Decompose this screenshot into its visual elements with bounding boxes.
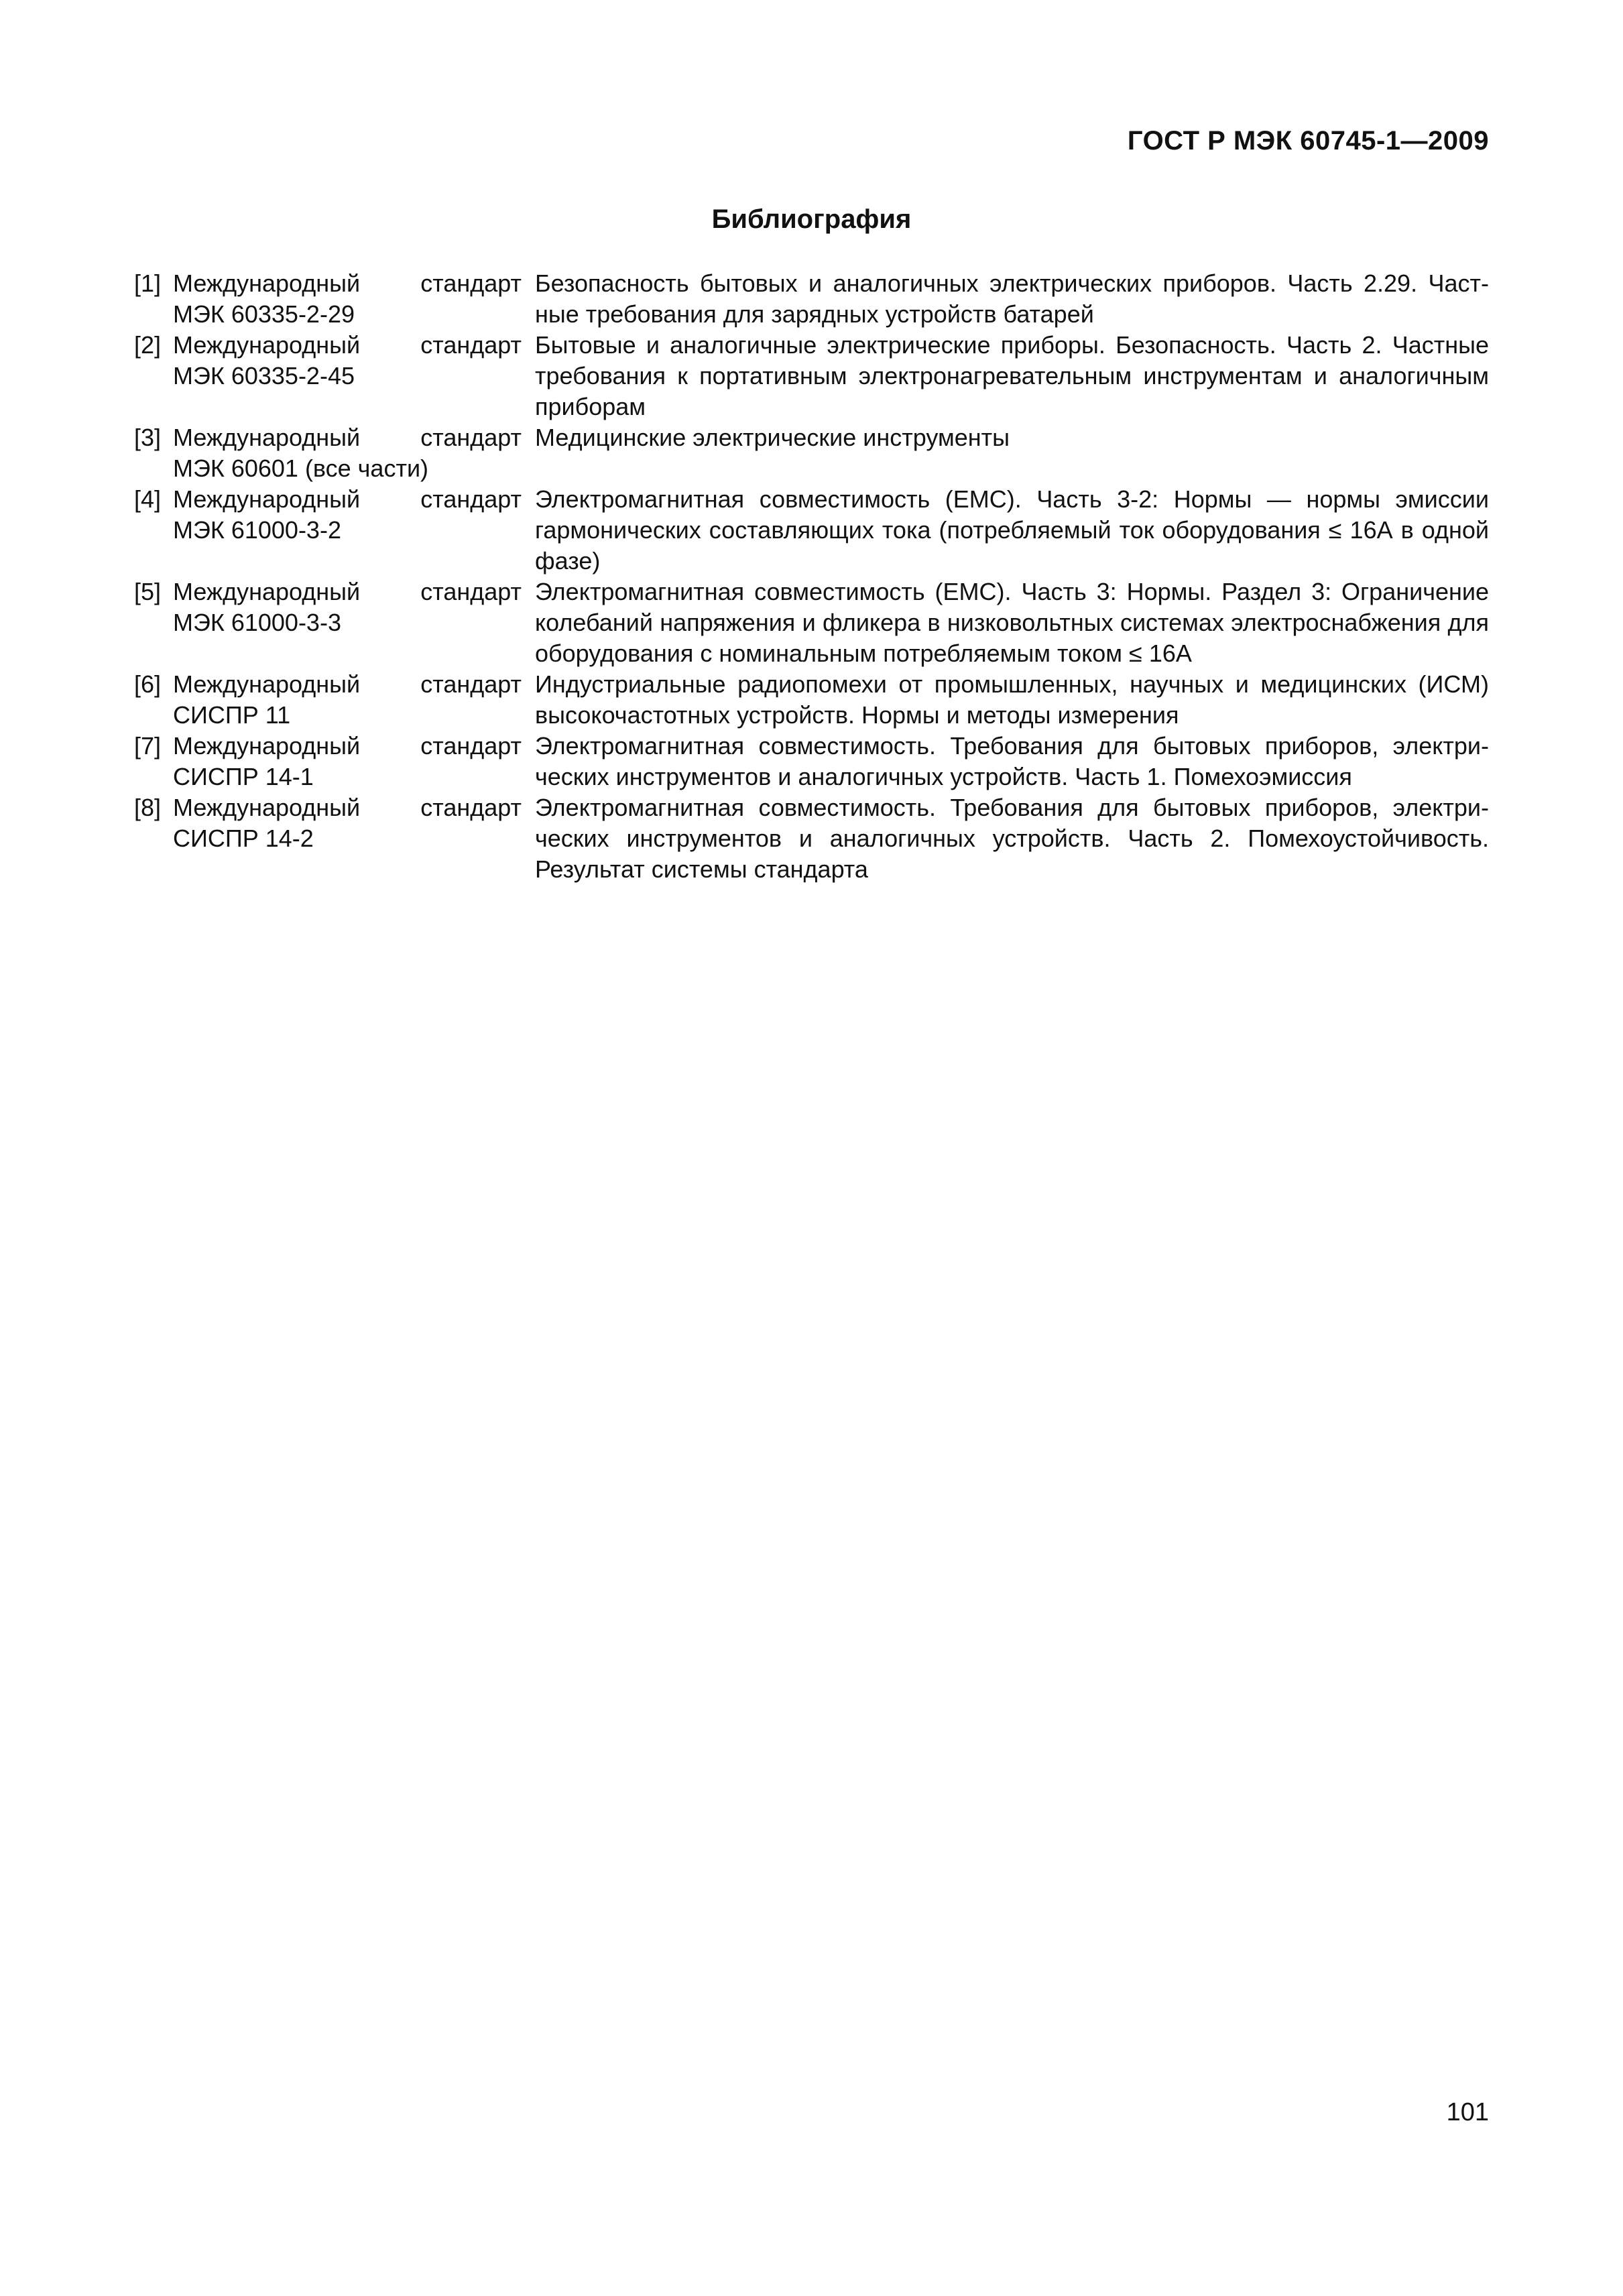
entry-number: [1] [134, 269, 162, 297]
entry-reference-code: СИСПР 14-1 [173, 763, 314, 790]
entry-reference-code: МЭК 60601 (все части) [173, 455, 429, 482]
entry-reference-code: СИСПР 14-2 [173, 825, 314, 852]
entry-reference-type: Международный стандарт [173, 794, 522, 821]
entry-title: Электромагнитная совместимость. Требования для бытовых приборов, электрических инструментов и аналогичных устройств. Часть 1. Помехоэмиссия [535, 732, 1489, 790]
entry-title: Индустриальные радиопомехи от промышленных, научных и медицинских (ИСМ) высокочастотных устройств. Нормы и методы измерения [535, 670, 1489, 729]
entry-title: Бытовые и аналогичные электрические приборы. Безопасность. Часть 2. Частные требования к портативным электронагревательным инструментам и аналогичным приборам [535, 331, 1489, 420]
bibliography-entry-8 [134, 792, 1489, 885]
entry-reference [173, 484, 522, 546]
entry-reference-type: Международный стандарт [173, 331, 522, 359]
entry-reference-type: Международный стандарт [173, 424, 522, 451]
bibliography-entry-6 [134, 669, 1489, 731]
entry-reference [173, 731, 522, 792]
entry-reference-type: Международный стандарт [173, 670, 522, 698]
entry-reference [173, 669, 522, 731]
entry-number: [7] [134, 732, 162, 760]
entry-reference-type: Международный стандарт [173, 732, 522, 760]
entry-title: Электромагнитная совместимость (ЕМС). Часть 3-2: Нормы — нормы эмиссии гармонических составляющих тока (потребляемый ток оборудования ≤ 16А в одной фазе) [535, 485, 1489, 575]
bibliography-entry-2 [134, 330, 1489, 422]
entry-reference [173, 330, 522, 391]
bibliography-list [134, 268, 1489, 885]
bibliography-entry-7 [134, 731, 1489, 792]
bibliography-heading: Библиография [711, 204, 912, 234]
page-number: 101 [1446, 2098, 1489, 2126]
bibliography-entry-3 [134, 422, 1489, 484]
entry-reference-code: МЭК 60335-2-45 [173, 362, 355, 389]
bibliography-entry-4 [134, 484, 1489, 577]
entry-reference-code: МЭК 61000-3-3 [173, 609, 341, 636]
entry-reference [173, 268, 522, 330]
bibliography-entry-5 [134, 577, 1489, 669]
entry-reference-type: Международный стандарт [173, 269, 522, 297]
entry-reference [173, 792, 522, 854]
entry-title: Безопасность бытовых и аналогичных электрических приборов. Часть 2.29. Частные требования для зарядных устройств батарей [535, 269, 1489, 328]
entry-reference-code: СИСПР 11 [173, 701, 291, 729]
entry-reference-code: МЭК 61000-3-2 [173, 516, 341, 544]
entry-reference [173, 422, 522, 484]
entry-number: [4] [134, 485, 162, 513]
entry-title: Медицинские электрические инструменты [535, 424, 1010, 451]
entry-number: [5] [134, 578, 162, 605]
entry-title: Электромагнитная совместимость (ЕМС). Часть 3: Нормы. Раздел 3: Ограничение колебаний напряжения и фликера в низковольтных системах электроснабжения для оборудования с номинальным потребляемым током ≤ 16А [535, 578, 1489, 667]
entry-number: [6] [134, 670, 162, 698]
entry-reference-type: Международный стандарт [173, 485, 522, 513]
entry-title: Электромагнитная совместимость. Требования для бытовых приборов, электрических инструментов и аналогичных устройств. Часть 2. Помехоустойчивость. Результат системы стандарта [535, 794, 1489, 883]
document-code-header: ГОСТ Р МЭК 60745-1—2009 [1127, 126, 1489, 156]
entry-reference [173, 577, 522, 638]
entry-reference-code: МЭК 60335-2-29 [173, 300, 355, 328]
entry-reference-type: Международный стандарт [173, 578, 522, 605]
entry-number: [3] [134, 424, 162, 451]
entry-number: [8] [134, 794, 162, 821]
entry-number: [2] [134, 331, 162, 359]
bibliography-entry-1 [134, 268, 1489, 330]
